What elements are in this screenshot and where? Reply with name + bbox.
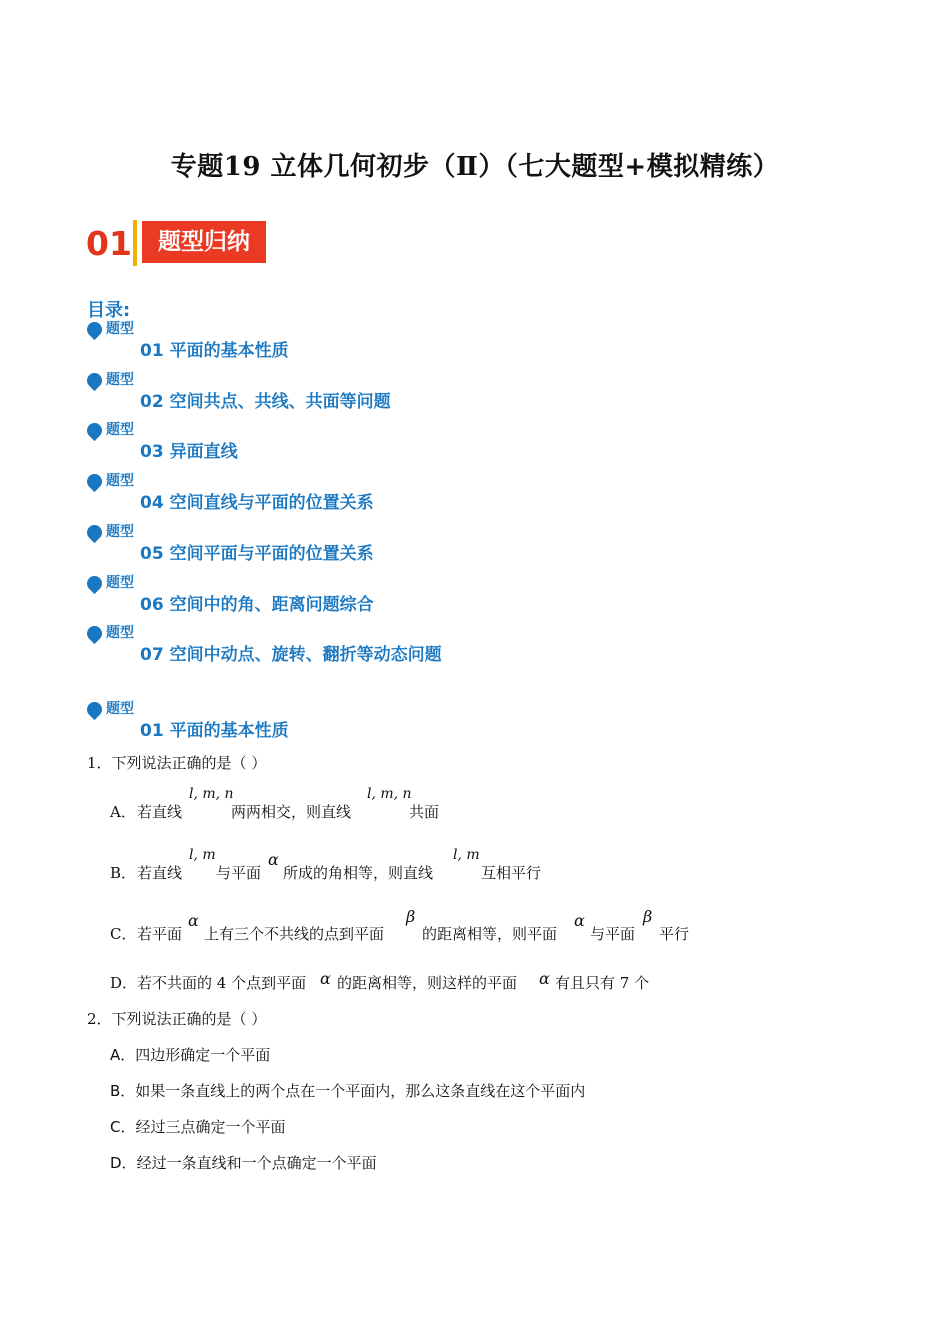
page-title: 专题19 立体几何初步（Ⅱ）（七大题型+模拟精练）	[170, 152, 780, 182]
math-expression: α	[320, 969, 331, 988]
option-text: 若平面	[137, 925, 183, 943]
option-text: 所成的角相等，则直线	[283, 864, 434, 882]
option-label: B．	[110, 1082, 136, 1100]
math-expression: l, m, n	[367, 786, 412, 802]
location-pin-icon	[84, 471, 105, 492]
option-label: B．	[110, 864, 137, 882]
toc-item-4[interactable]	[86, 472, 686, 516]
question-2-option-b	[110, 1080, 585, 1101]
question-2-option-c	[110, 1116, 286, 1137]
question-2-option-a	[110, 1044, 270, 1065]
location-pin-icon	[84, 420, 105, 441]
toc-tag: 题型	[106, 321, 134, 337]
badge-number: 01	[86, 224, 132, 263]
question-2-option-d	[110, 1152, 377, 1173]
toc-tag: 题型	[106, 422, 134, 438]
option-label: C．	[110, 925, 137, 943]
option-text: 与平面	[590, 925, 636, 943]
option-label: C．	[110, 1118, 136, 1136]
toc-item-label: 02 空间共点、共线、共面等问题	[140, 392, 391, 412]
toc-tag: 题型	[106, 625, 134, 641]
badge-label: 题型归纳	[142, 221, 266, 263]
option-label: A．	[110, 803, 136, 821]
location-pin-icon	[84, 699, 105, 720]
toc-tag: 题型	[106, 575, 134, 591]
toc-tag: 题型	[106, 524, 134, 540]
toc-tag: 题型	[106, 372, 134, 388]
section-name: 01 平面的基本性质	[140, 721, 289, 741]
option-text: 有且只有 7 个	[555, 974, 650, 992]
toc-item-label: 01 平面的基本性质	[140, 341, 289, 361]
option-text: 与平面	[216, 864, 262, 882]
option-label: A．	[110, 1046, 136, 1064]
toc-item-label: 05 空间平面与平面的位置关系	[140, 544, 374, 564]
location-pin-icon	[84, 522, 105, 543]
math-expression: α	[539, 969, 550, 988]
section-tag: 题型	[106, 701, 134, 717]
math-expression: β	[643, 907, 653, 926]
toc-item-label: 07 空间中动点、旋转、翻折等动态问题	[140, 645, 442, 665]
toc-item-label: 06 空间中的角、距离问题综合	[140, 595, 374, 615]
toc-item-2[interactable]	[86, 371, 686, 415]
option-text: 四边形确定一个平面	[135, 1046, 271, 1064]
location-pin-icon	[84, 623, 105, 644]
toc-item-3[interactable]	[86, 421, 686, 465]
toc-item-5[interactable]	[86, 523, 686, 567]
toc-item-label: 04 空间直线与平面的位置关系	[140, 493, 374, 513]
toc-item-label: 03 异面直线	[140, 442, 238, 462]
option-text: 两两相交，则直线	[231, 803, 352, 821]
option-label: D．	[110, 974, 138, 992]
option-text: 的距离相等，则平面	[422, 925, 558, 943]
math-expression: α	[268, 850, 279, 869]
question-2-stem: 2．下列说法正确的是（ ）	[87, 1010, 267, 1028]
option-text: 若直线	[137, 803, 183, 821]
option-text: 经过三点确定一个平面	[135, 1118, 286, 1136]
toc-label: 目录:	[87, 300, 131, 321]
math-expression: l, m	[189, 847, 216, 863]
option-text: 共面	[409, 803, 440, 821]
math-expression: β	[406, 907, 416, 926]
question-1-stem: 1．下列说法正确的是（ ）	[87, 754, 267, 772]
math-expression: l, m	[453, 847, 480, 863]
option-text: 的距离相等，则这样的平面	[337, 974, 518, 992]
badge-divider	[133, 220, 137, 266]
option-text: 互相平行	[481, 864, 542, 882]
toc-item-6[interactable]	[86, 574, 686, 618]
toc-tag: 题型	[106, 473, 134, 489]
option-text: 经过一条直线和一个点确定一个平面	[136, 1154, 377, 1172]
location-pin-icon	[84, 319, 105, 340]
option-text: 若不共面的 4 个点到平面	[137, 974, 307, 992]
math-expression: α	[188, 911, 199, 930]
option-text: 平行	[659, 925, 690, 943]
math-expression: l, m, n	[189, 786, 234, 802]
toc-item-1[interactable]	[86, 320, 686, 364]
location-pin-icon	[84, 370, 105, 391]
section-heading	[86, 700, 686, 744]
option-text: 如果一条直线上的两个点在一个平面内，那么这条直线在这个平面内	[135, 1082, 586, 1100]
location-pin-icon	[84, 573, 105, 594]
option-text: 若直线	[137, 864, 183, 882]
option-label: D．	[110, 1154, 137, 1172]
math-expression: α	[574, 911, 585, 930]
toc-item-7[interactable]	[86, 624, 686, 668]
option-text: 上有三个不共线的点到平面	[204, 925, 385, 943]
